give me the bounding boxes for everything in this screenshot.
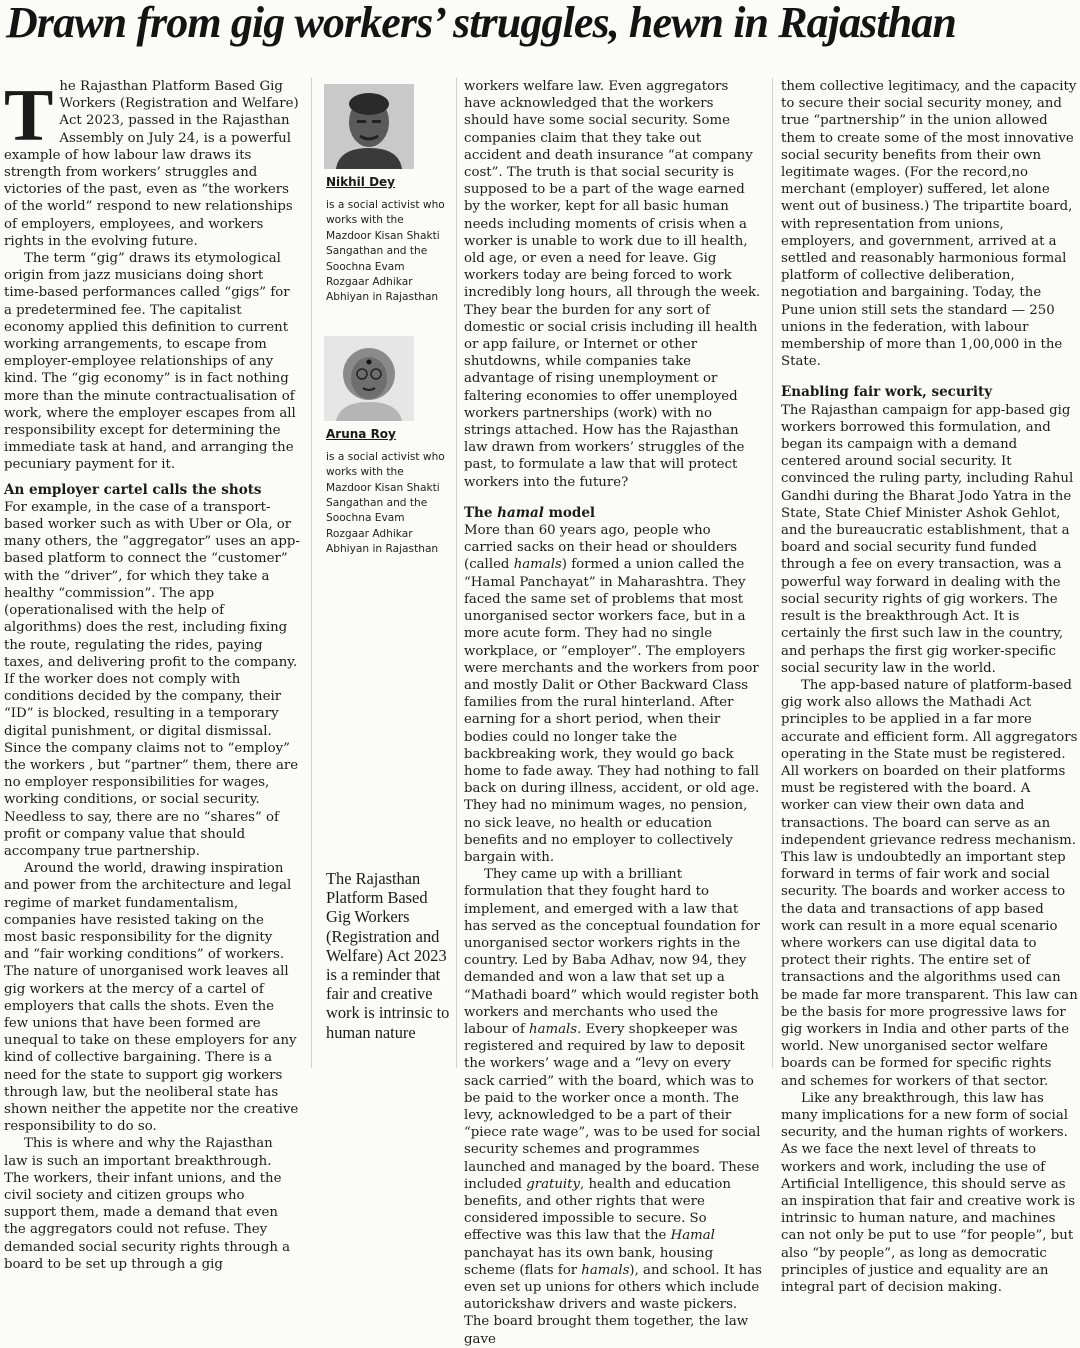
pull-quote: The Rajasthan Platform Based Gig Workers (Registration and Welfare) Act 2023 is a reminder that fair and creative work is intrinsic to human nature [326, 869, 450, 1042]
article-paragraph: Like any breakthrough, this law has many implications for a new form of social security, and the human rights of workers. As we face the next level of threats to workers and work, including the use of Artificial Intelligence, this should serve as an inspiration that fair and creative work is intrinsic to human nature, and machines can not only be put to use “for people”, but also “by people”, as long as democratic principles of justice and equality are an integral part of decision making. [781, 1090, 1076, 1296]
article-paragraph: They came up with a brilliant formulation that they fought hard to implement, and emerged with a law that has served as the conceptual foundation for unorganised sector workers rights in the country. Led by Baba Adhav, now 94, they demanded and won a law that set up a “Mathadi board” which would register both workers and merchants who used the labour of hamals. Every shopkeeper was registered and required by law to deposit the workers’ wage and a “levy on every sack carried” with the board, which was to be paid to the worker once a month. The levy, acknowledged to be a part of their “piece rate wage”, was to be used for social security schemes and programmes launched and managed by the board. These included gratuity, health and education benefits, and other rights that were considered impossible to secure. So effective was this law that the Hamal panchayat has its own bank, housing scheme (flats for hamals), and school. It has even set up unions for others which include autorickshaw drivers and waste pickers. The board brought them together, the law gave [464, 867, 762, 1347]
author-column [324, 84, 448, 558]
article-column-1 [4, 75, 300, 1272]
author-bio: is a social activist who works with the Mazdoor Kisan Shakti Sangathan and the Soochna Evam Rozgaar Adhikar Abhiyan in Rajasthan [326, 199, 445, 304]
article-paragraph: The Rajasthan campaign for app-based gig workers borrowed this formulation, and began its campaign with a demand centered around social security. It convinced the ruling party, including Rahul Gandhi during the Bharat Jodo Yatra in the State, State Chief Minister Ashok Gehlot, and the bureaucratic establishment, that a board and social security fund funded through a fee on every transaction, was a powerful way forward in dealing with the social security rights of gig workers. The result is the breakthrough Act. It is certainly the first such law in the country, and perhaps the first gig worker-specific social security law in the world. [781, 402, 1074, 676]
column-divider [456, 78, 457, 1068]
author-name: Aruna Roy [326, 426, 396, 441]
column-divider [772, 78, 773, 1068]
subheading: The hamal model [464, 504, 596, 521]
column-divider [311, 78, 312, 1068]
author-name: Nikhil Dey [326, 175, 396, 189]
headline: Drawn from gig workers’ struggles, hewn in Rajasthan [6, 0, 956, 47]
article-paragraph: workers welfare law. Even aggregators have acknowledged that the workers should have some social security. Some companies claim that they take out accident and death insurance “at company cost”. The truth is that social security is supposed to be a part of the wage earned by the worker, kept for all basic human needs including moments of crisis when a worker is unable to work due to ill health, old age, or even a need for leave. Gig workers today are being forced to work incredibly long hours, all through the week. They bear the burden for any sort of domestic or social crisis including ill health or app failure, or Internet or other shutdowns, while companies take advantage of rising unemployment or faltering economies to offer unemployed workers partnerships (work) with no strings attached. How has the Rajasthan law drawn from workers’ struggles of the past, to formulate a law that will protect workers into the future? [464, 79, 761, 490]
article-paragraph: Around the world, drawing inspiration and power from the architecture and legal regime of market fundamentalism, companies have resisted taking on the most basic responsibility for the dignity and “fair working conditions” of workers. The nature of unorganised work leaves all gig workers at the mercy of a cartel of employers that calls the shots. Even the few unions that have been formed are unequal to take on these employers for any kind of collective bargaining. There is a need for the state to support gig workers through law, but the neoliberal state has shown neither the appetite nor the creative responsibility to do so. [4, 861, 299, 1135]
author-photo-man [324, 84, 414, 169]
article-column-2 [464, 78, 762, 1347]
author-bio: is a social activist who works with the Mazdoor Kisan Shakti Sangathan and the Soochna Evam Rozgaar Adhikar Abhiyan in Rajasthan [326, 450, 445, 556]
subheading: Enabling fair work, security [781, 384, 993, 401]
article-paragraph: The app-based nature of platform-based gig work also allows the Mathadi Act principles to be applied in a far more accurate and efficient form. All aggregators operating in the State must be registered. All workers on boarded on their platforms must be registered with the board. A worker can view their own data and transactions. The board can serve as an independent grievance redress mechanism. This law is undoubtedly an important step forward in terms of fair work and social security. The boards and worker access to the data and transactions of app based work can result in a more equal scenario where workers can use digital data to protect their rights. The entire set of transactions and the algorithms used can be made far more transparent. This law can be the basis for more progressive laws for gig workers in India and other parts of the world. New unorganised sector welfare boards can be formed for specific rights and schemes for workers of that sector. [781, 677, 1078, 1089]
article-paragraph: For example, in the case of a transport-based worker such as with Uber or Ola, or many others, the “aggregator” uses an app-based platform to connect the “customer” with the “driver”, for which they take a healthy “commission”. The app (operationalised with the help of algorithms) does the rest, including fixing the route, regulating the rides, paying taxes, and delivering profit to the company. If the worker does not comply with conditions decided by the company, their “ID” is blocked, resulting in a temporary digital punishment, or digital dismissal. Since the company claims not to “employ” the workers , but “partner” them, there are no employer responsibilities for wages, working conditions, or social security. Needless to say, there are no “shares” of profit or company value that should accompany true partnership. [4, 499, 300, 859]
subheading: An employer cartel calls the shots [4, 481, 262, 498]
article-paragraph: More than 60 years ago, people who carried sacks on their head or shoulders (called hamals) formed a union called the “Hamal Panchayat” in Maharashtra. They faced the same set of problems that most unorganised sector workers face, but in a more acute form. They had no single workplace, or “employer”. The employers were merchants and the workers from poor and mostly Dalit or Other Backward Class families from the rural hinterland. After earning for a short period, when their bodies could no longer take the backbreaking work, they would go back home to fade away. They had nothing to fall back on during illness, accident, or old age. They had no minimum wages, no pension, no sick leave, no health or education benefits and no employer to collectively bargain with. [464, 523, 760, 865]
article-paragraph: This is where and why the Rajasthan law is such an important breakthrough. The workers, their infant unions, and the civil society and citizen groups who support them, made a demand that even the aggregators could not refuse. They demanded social security rights through a board to be set up through a gig [4, 1136, 291, 1272]
drop-cap: T [4, 75, 54, 157]
author-photo-woman [324, 336, 414, 421]
article-paragraph: The Rajasthan Platform Based Gig Workers (Registration and Welfare) Act 2023, passed in the Rajasthan Assembly on July 24, is a powerful example of how labour law draws its strength from workers’ struggles and victories of the past, even as “the workers of the world” respond to new relationships of employers, employees, and workers rights in the evolving future. [4, 75, 299, 249]
article-paragraph: The term “gig” draws its etymological origin from jazz musicians doing short time-based performances called “gigs” for a predetermined fee. The capitalist economy applied this definition to current working arrangements, to escape from employer-employee relationships of any kind. The “gig economy” is in fact nothing more than the minute contractualisation of work, where the employer escapes from all responsibility except for determining the immediate task at hand, and arranging the pecuniary payment for it. [4, 251, 296, 473]
article-paragraph: them collective legitimacy, and the capacity to secure their social security money, and true “partnership” in the union allowed them to create some of the most innovative social security benefits from their own legitimate wages. (For the record,no merchant (employer) suffered, let alone went out of business.) The tripartite board, with representation from unions, employers, and government, arrived at a settled and reasonably harmonious formal platform of collective deliberation, negotiation and bargaining. Today, the Pune union still sets the standard — 250 unions in the federation, with labour membership of more than 1,00,000 in the State. [781, 79, 1077, 370]
article-column-3 [781, 78, 1078, 1296]
